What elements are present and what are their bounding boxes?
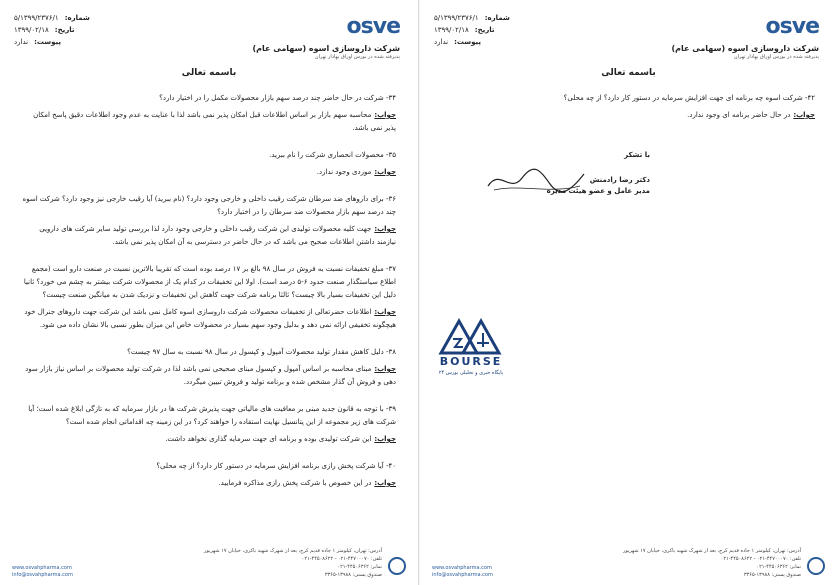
- answer-text: جهت کلیه محصولات تولیدی این شرکت رقیب داخلی و خارجی وجود دارد لذا بررسی تولید سایر شرکت های دارویی نیازمند داشتن اطلاعات صحیح می باشد که در حال حاضر در دسترسی به آن امکان پذیر نمی باشد.: [39, 225, 396, 246]
- question: ۳۴- شرکت در حال حاضر چند درصد سهم بازار محصولات مکمل را در اختیار دارد؟: [159, 94, 396, 102]
- number-value: ۵/۱۳۹۹/۲۳۷۶/۱: [434, 14, 479, 22]
- footer-pobox: صندوق پستی: ۱۳۹۸۸-۳۳۶۵: [324, 572, 382, 578]
- letter-footer: [432, 547, 825, 579]
- answer-text: در این خصوص با شرکت پخش رازی مذاکره فرمایید.: [218, 479, 372, 487]
- footer-fax: نمابر: ۴۴۵۰۶۳۶۲-۰۲۱: [756, 564, 801, 570]
- qa-item: [22, 149, 396, 179]
- letter-heading: باسمه تعالی: [601, 68, 656, 78]
- question: ۳۵- محصولات انحصاری شرکت را نام ببرید.: [269, 151, 396, 159]
- question: ۳۸- دلیل کاهش مقدار تولید محصولات آمپول و کپسول در سال ۹۸ نسبت به سال ۹۷ چیست؟: [127, 348, 396, 356]
- footer-phone: تلفن: ۴۴۷۰۰۰۷۰-۰۲۱ - ۴۴۵۰۸۶۲۲-۰۲۱: [720, 556, 801, 562]
- qa-item: [442, 92, 815, 122]
- footer-fax: نمابر: ۴۴۵۰۶۳۶۲-۰۲۱: [337, 564, 382, 570]
- footer-logo-icon: [388, 557, 406, 575]
- answer: [442, 109, 815, 122]
- footer-email: info@osvahpharma.com: [432, 572, 493, 578]
- letter-page-right: [420, 0, 837, 585]
- watermark-tagline: پایگاه خبری و تحلیلی بورس ۲۴: [438, 370, 504, 376]
- company-header: [252, 44, 400, 60]
- answer: [22, 109, 396, 135]
- question: ۴۰- آیا شرکت پخش رازی برنامه افزایش سرمایه در دستور کار دارد؟ از چه محلی؟: [156, 462, 396, 470]
- letter-footer: [12, 547, 406, 579]
- footer-website: www.osvahpharma.com: [432, 565, 492, 571]
- answer-label: جواب:: [374, 111, 396, 119]
- answer-label: جواب:: [793, 111, 815, 119]
- answer-text: محاسبه سهم بازار بر اساس اطلاعات قبل امکان پذیر نمی باشد لذا با عنایت به عدم وجود اطلاعات دقیق پاسخ امکان پذیر نمی باشد.: [33, 111, 396, 132]
- signature-scribble-icon: [480, 164, 590, 200]
- footer-web-block: [432, 565, 493, 579]
- answer-label: جواب:: [374, 225, 396, 233]
- qa-item: [22, 193, 396, 249]
- footer-address: آدرس: تهران، کیلومتر ۱ جاده قدیم کرج، بعد از شهرک شهید باکری، خیابان ۱۷ شهریور: [203, 548, 382, 554]
- footer-pobox: صندوق پستی: ۱۳۹۸۸-۳۳۶۵: [743, 572, 801, 578]
- answer-text: این شرکت تولیدی بوده و برنامه ای جهت سرمایه گذاری نخواهد داشت.: [165, 435, 372, 443]
- answer-label: جواب:: [374, 435, 396, 443]
- footer-phone: تلفن: ۴۴۷۰۰۰۷۰-۰۲۱ - ۴۴۵۰۸۶۲۲-۰۲۱: [301, 556, 382, 562]
- company-name: شرکت داروسازی اسوه (سهامی عام): [671, 44, 819, 53]
- date-value: ۱۳۹۹/۰۲/۱۸: [434, 26, 469, 34]
- attachment-label: پیوست:: [454, 38, 482, 46]
- attachment-label: پیوست:: [34, 38, 62, 46]
- signature-block: [480, 150, 650, 197]
- attachment-value: ندارد: [434, 38, 449, 46]
- question: ۳۷- مبلغ تخفیفات نسبت به فروش در سال ۹۸ بالغ بر ۱۷ درصد بوده است که تقریبا بالاترین نسبت در صنعت دارو است (مجمع اطلاع سیاستگذار صنعت حدود ۶-۵ درصد است). اولا این تخفیفات در کدام یک از محصولات شرکت بیشتر به چشم می خورد؟ ثانیا دلیل این تخفیفات بسیار بالا چیست؟ ثالثا برنامه شرکت جهت کاهش این تخفیفات و نزدیک شدن به میانگین صنعت چیست؟: [23, 265, 396, 299]
- date-label: تاریخ:: [474, 26, 495, 34]
- qa-item: [22, 346, 396, 389]
- footer-email: info@osvahpharma.com: [12, 572, 73, 578]
- question: ۳۹- با توجه به قانون جدید مبنی بر معافیت های مالیاتی جهت پذیرش شرکت ها در بازار سرمایه که به تازگی ابلاغ شده است؛ آیا شرکت های زیر مجموعه از این پتانسیل نهایت استفاده را خواهند کرد؟ در این زمینه چه اقداماتی انجام شده است؟: [28, 405, 396, 426]
- qa-list: [442, 92, 815, 136]
- attachment-value: ندارد: [14, 38, 29, 46]
- qa-item: [22, 460, 396, 490]
- answer: [22, 477, 396, 490]
- answer-label: جواب:: [374, 365, 396, 373]
- qa-item: [22, 263, 396, 332]
- watermark-brand: BOURSE: [439, 355, 503, 368]
- listed-note: پذیرفته شده در بورس اوراق بهادار تهران: [314, 54, 400, 60]
- answer: [22, 223, 396, 249]
- letter-meta: [434, 14, 534, 50]
- answer: [22, 166, 396, 179]
- bourse24-watermark: [428, 315, 514, 387]
- qa-item: [22, 92, 396, 135]
- letter-heading: باسمه تعالی: [181, 68, 237, 78]
- answer: [22, 363, 396, 389]
- answer-text: موردی وجود ندارد.: [316, 168, 372, 176]
- number-label: شماره:: [484, 14, 510, 22]
- logo-text: osve: [765, 14, 819, 39]
- answer: [22, 433, 396, 446]
- date-label: تاریخ:: [54, 26, 75, 34]
- logo-text: osve: [346, 14, 400, 39]
- answer-label: جواب:: [374, 479, 396, 487]
- answer-text: مبنای محاسبه بر اساس آمپول و کپسول مبنای صحیحی نمی باشد لذا در شرکت تولید محصولات بر اساس نیاز بازار سود دهی و فروش آن گذار مشخص شده و برنامه تولید و فروش تبیین میگردد.: [25, 365, 396, 386]
- answer-text: در حال حاضر برنامه ای وجود ندارد.: [687, 111, 791, 119]
- company-name: شرکت داروسازی اسوه (سهامی عام): [252, 44, 400, 53]
- answer: [22, 306, 396, 332]
- bourse24-logo-icon: [437, 317, 503, 355]
- footer-logo-icon: [807, 557, 825, 575]
- company-logo: [761, 14, 819, 40]
- question: ۴۲- شرکت اسوه چه برنامه ای جهت افزایش سرمایه در دستور کار دارد؟ از چه محلی؟: [563, 94, 815, 102]
- date-value: ۱۳۹۹/۰۲/۱۸: [14, 26, 49, 34]
- number-label: شماره:: [64, 14, 90, 22]
- letter-meta: [14, 14, 114, 50]
- answer-label: جواب:: [374, 308, 396, 316]
- footer-web-block: [12, 565, 73, 579]
- signer-name: دکتر رضا رادمنش: [589, 176, 650, 184]
- footer-website: www.osvahpharma.com: [12, 565, 72, 571]
- closing-thanks: با تشکر: [624, 151, 650, 159]
- number-value: ۵/۱۳۹۹/۲۳۷۶/۱: [14, 14, 59, 22]
- question: ۳۶- برای داروهای ضد سرطان شرکت رقیب داخلی و خارجی وجود دارد؟ (نام ببرید) آیا رقیب خارجی نیز وجود دارد؟ شرکت اسوه چند درصد سهم بازار محصولات ضد سرطان را در اختیار دارد؟: [22, 195, 396, 216]
- qa-item: [22, 403, 396, 446]
- listed-note: پذیرفته شده در بورس اوراق بهادار تهران: [733, 54, 819, 60]
- footer-address: آدرس: تهران، کیلومتر ۱ جاده قدیم کرج، بعد از شهرک شهید باکری، خیابان ۱۷ شهریور: [622, 548, 801, 554]
- company-header: [671, 44, 819, 60]
- qa-list: [22, 92, 396, 504]
- answer-label: جواب:: [374, 168, 396, 176]
- signer-title: مدیر عامل و عضو هیئت مدیره: [546, 187, 650, 195]
- company-logo: [342, 14, 400, 40]
- answer-text: اطلاعات حضرتعالی از تخفیفات محصولات شرکت داروسازی اسوه کامل نمی باشد این شرکت جهت داروهای جنرال خود هیچگونه تخفیفی ارائه نمی دهد و بدلیل وجود سهم بسیار در محصولات خاص این میزان بطور نسبی بالا نشان داده می شود.: [24, 308, 396, 329]
